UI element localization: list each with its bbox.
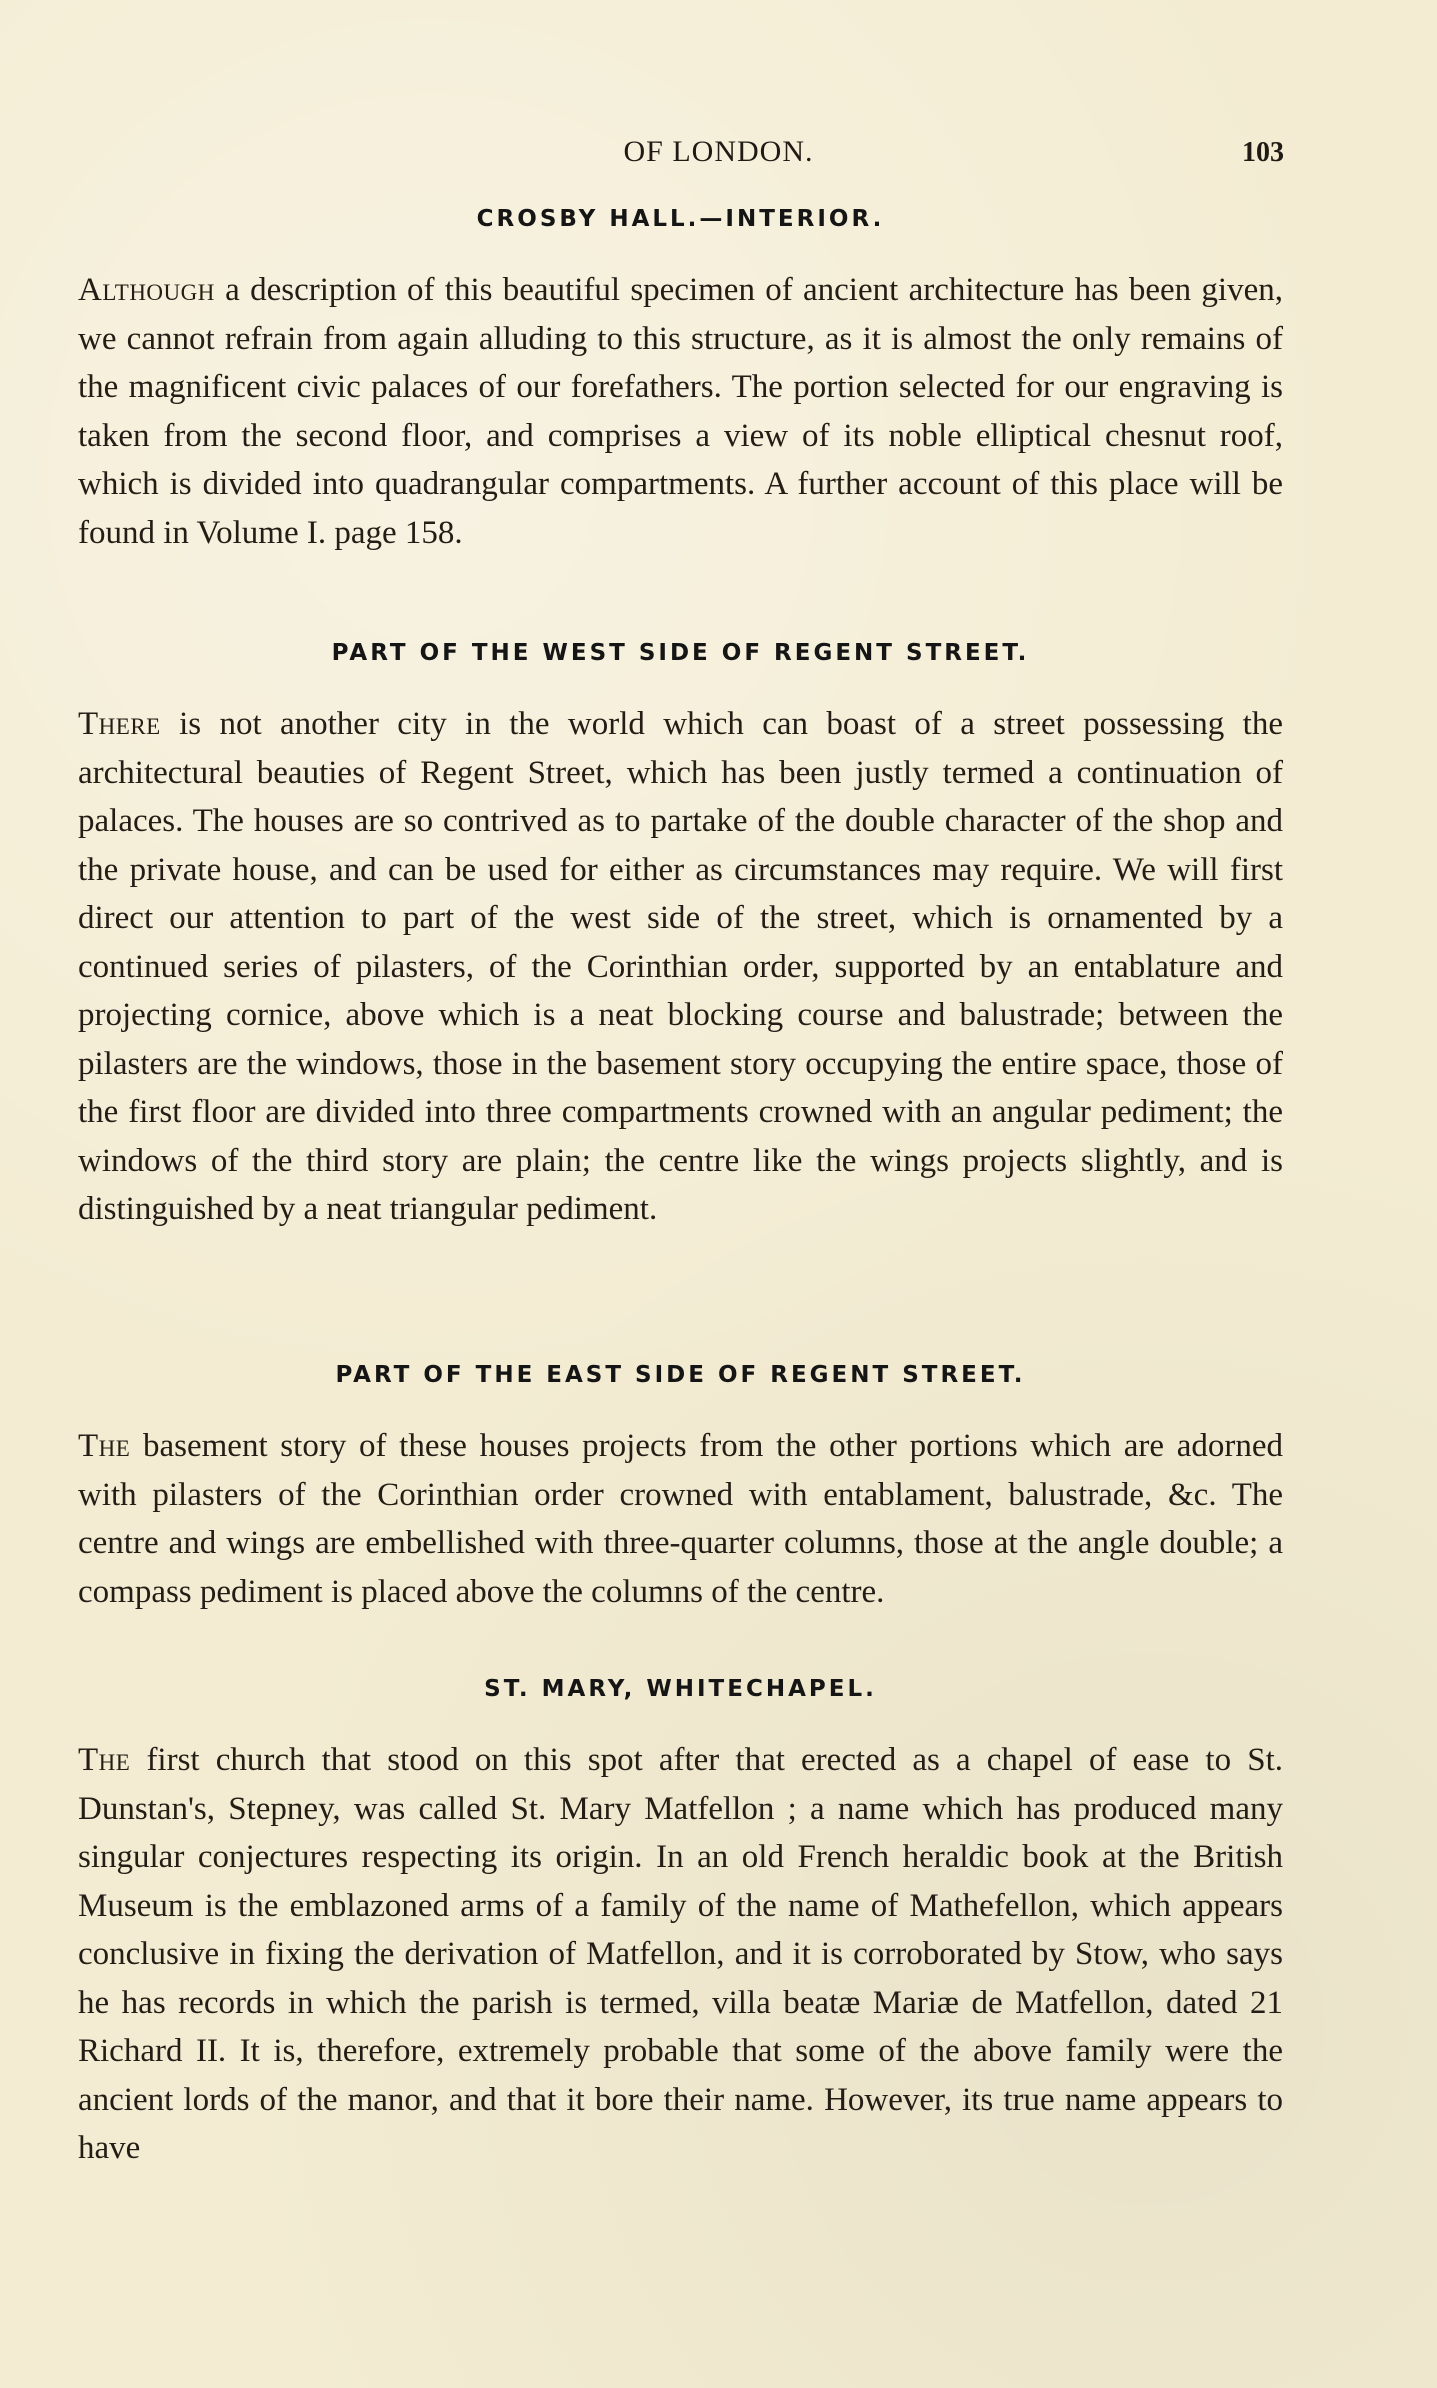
lead-word: The: [78, 1428, 131, 1464]
section-heading: PART OF THE WEST SIDE OF REGENT STREET.: [331, 640, 1030, 666]
paragraph-text: a description of this beautiful specimen of ancient architecture has been given, we cannot refrain from again alluding to this structure, as it is almost the only remains of the magnificent civic palaces of our forefathers. The portion selected for our engraving is taken from the second floor, and comprises a view of its noble elliptical chesnut roof, which is divided into quadrangular compartments. A further account of this place will be found in Volume I. page 158.: [78, 272, 1283, 551]
lead-word: There: [78, 706, 161, 742]
paragraph-text: basement story of these houses projects from the other portions which are adorned with pilasters of the Corinthian order crowned with entablament, balustrade, &c. The centre and wings are embellished with three-quarter columns, those at the angle double; a compass pediment is placed above the columns of the centre.: [78, 1428, 1283, 1610]
article-east-regent-street: [78, 1356, 1283, 1616]
article-body: [78, 1422, 1283, 1616]
page-number: 103: [1242, 137, 1284, 168]
article-body: [78, 266, 1283, 557]
lead-word: The: [78, 1742, 131, 1778]
paragraph-text: first church that stood on this spot after that erected as a chapel of ease to St. Dunstan's, Stepney, was called St. Mary Matfellon ; a name which has produced many singular conjectures respecting its origin. In an old French heraldic book at the British Museum is the emblazoned arms of a family of the name of Mathefellon, which appears conclusive in fixing the derivation of Matfellon, and it is corroborated by Stow, who says he has records in which the parish is termed, villa beatæ Mariæ de Matfellon, dated 21 Richard II. It is, therefore, extremely probable that some of the above family were the ancient lords of the manor, and that it bore their name. However, its true name appears to have: [78, 1742, 1283, 2166]
article-west-regent-street: [78, 634, 1283, 1234]
running-title: OF LONDON.: [623, 135, 814, 168]
section-heading: ST. MARY, WHITECHAPEL.: [484, 1676, 877, 1702]
article-st-mary-whitechapel: [78, 1670, 1283, 2173]
section-heading: CROSBY HALL.—INTERIOR.: [476, 206, 885, 232]
section-heading: PART OF THE EAST SIDE OF REGENT STREET.: [335, 1362, 1026, 1388]
lead-word: Although: [78, 272, 215, 308]
running-head: [0, 135, 1437, 175]
paragraph-text: is not another city in the world which can boast of a street possessing the architectural beauties of Regent Street, which has been justly termed a continuation of palaces. The houses are so contrived as to partake of the double character of the shop and the private house, and can be used for either as circumstances may require. We will first direct our attention to part of the west side of the street, which is ornamented by a continued series of pilasters, of the Corinthian order, supported by an entablature and projecting cornice, above which is a neat blocking course and balustrade; between the pilasters are the windows, those in the basement story occupying the entire space, those of the first floor are divided into three compartments crowned with an angular pediment; the windows of the third story are plain; the centre like the wings projects slightly, and is distinguished by a neat triangular pediment.: [78, 706, 1283, 1227]
article-body: [78, 700, 1283, 1234]
article-body: [78, 1736, 1283, 2173]
article-crosby-hall: [78, 200, 1283, 557]
